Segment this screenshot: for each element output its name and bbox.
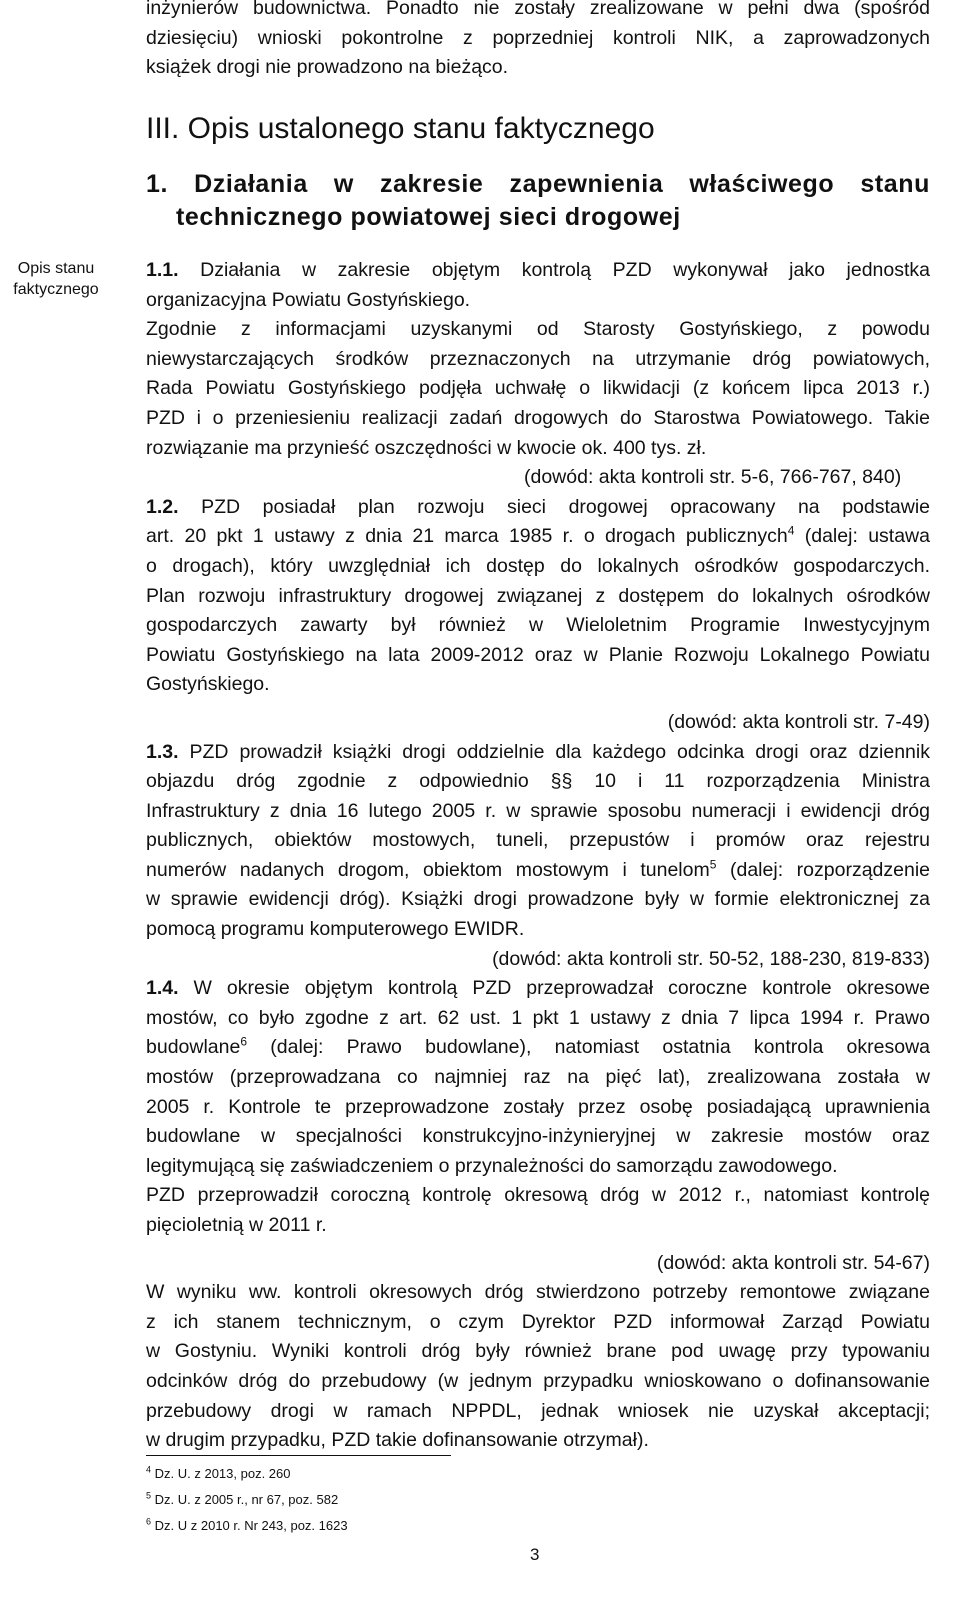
paragraph-1-1-line bbox=[146, 256, 930, 286]
footnote-ref: 5 bbox=[709, 857, 717, 872]
paragraph-number: 1.4. bbox=[146, 977, 179, 1000]
text-line: w sprawie ewidencji dróg). Książki drogi prowadzone były w formie elektronicznej za bbox=[146, 888, 930, 911]
text-line bbox=[146, 522, 930, 552]
text-span: (dalej: rozporządzenie bbox=[730, 858, 931, 881]
margin-label bbox=[0, 258, 112, 300]
text-span: Działania w zakresie objętym kontrolą PZD wykonywał jako jednostka bbox=[200, 259, 930, 281]
text-line: w Gostyniu. Wyniki kontroli dróg były również brane pod uwagę przy typowaniu bbox=[146, 1340, 930, 1363]
text-line: 2005 r. Kontrole te przeprowadzone zostały przez osobę posiadającą uprawnienia bbox=[146, 1095, 930, 1118]
text-line: przebudowy drogi w ramach NPPDL, jednak wniosek nie uzyskał akceptacji; bbox=[146, 1399, 930, 1422]
evidence-note: (dowód: akta kontroli str. 7-49) bbox=[667, 710, 930, 733]
text-line: Powiatu Gostyńskiego na lata 2009-2012 oraz w Planie Rozwoju Lokalnego Powiatu bbox=[146, 643, 930, 666]
footnote-number: 5 bbox=[146, 1490, 152, 1501]
text-line: o drogach), który uwzględniał ich dostęp do lokalnych ośrodków gospodarczych. bbox=[146, 554, 930, 577]
text-line: Zgodnie z informacjami uzyskanymi od Starosty Gostyńskiego, z powodu bbox=[146, 318, 930, 341]
paragraph-number: 1.1. bbox=[146, 259, 179, 281]
paragraph-number: 1.2. bbox=[146, 495, 179, 518]
text-line: PZD przeprowadził coroczną kontrolę okresową dróg w 2012 r., natomiast kontrolę bbox=[146, 1184, 930, 1207]
footnotes bbox=[146, 1465, 348, 1543]
text-span: W okresie objętym kontrolą PZD przeprowadzał coroczne kontrole okresowe bbox=[193, 977, 931, 1000]
text-line: w drugim przypadku, PZD takie dofinansowanie otrzymał). bbox=[146, 1429, 649, 1452]
evidence-note: (dowód: akta kontroli str. 50-52, 188-230, 819-833) bbox=[492, 947, 930, 970]
paragraph-number: 1.3. bbox=[146, 740, 179, 763]
text-span: PZD prowadził książki drogi oddzielnie dla każdego odcinka drogi oraz dziennik bbox=[189, 740, 930, 763]
subsection-title bbox=[146, 170, 930, 232]
text-line: odcinków dróg do przebudowy (w jednym przypadku wnioskowano o dofinansowanie bbox=[146, 1369, 930, 1392]
text-line bbox=[146, 1033, 930, 1063]
text-line: mostów (przeprowadzana co najmniej raz na pięć lat), zrealizowana została w bbox=[146, 1066, 930, 1089]
text-line: pięcioletnią w 2011 r. bbox=[146, 1214, 327, 1236]
footnote bbox=[146, 1517, 348, 1543]
text-line: PZD i o przeniesieniu realizacji zadań drogowych do Starostwa Powiatowego. Takie bbox=[146, 406, 930, 429]
margin-label-line: faktycznego bbox=[13, 281, 99, 298]
text-line bbox=[146, 856, 930, 886]
footnote-separator bbox=[146, 1455, 451, 1456]
footnote-number: 4 bbox=[146, 1464, 152, 1475]
text-line: mostów, co było zgodne z art. 62 ust. 1 pkt 1 ustawy z dnia 7 lipca 1994 r. Prawo bbox=[146, 1006, 930, 1029]
text-line: inżynierów budownictwa. Ponadto nie zostały zrealizowane w pełni dwa (spośród bbox=[146, 0, 930, 19]
subsection-title-line: 1. Działania w zakresie zapewnienia właściwego stanu bbox=[146, 170, 930, 198]
footnote-ref: 6 bbox=[240, 1034, 248, 1049]
text-line: Gostyńskiego. bbox=[146, 673, 270, 696]
evidence-note: (dowód: akta kontroli str. 5-6, 766-767, 840) bbox=[524, 466, 902, 489]
text-line: pomocą programu komputerowego EWIDR. bbox=[146, 918, 525, 941]
paragraph-1-3-line bbox=[146, 738, 930, 768]
text-line: książek drogi nie prowadzono na bieżąco. bbox=[146, 56, 509, 79]
text-line: rozwiązanie ma przynieść oszczędności w kwocie ok. 400 tys. zł. bbox=[146, 436, 707, 459]
text-line: objazdu dróg zgodnie z odpowiednio §§ 10 i 11 rozporządzenia Ministra bbox=[146, 770, 930, 793]
text-line: budowlane w specjalności konstrukcyjno-inżynieryjnej w zakresie mostów oraz bbox=[146, 1125, 930, 1148]
text-line: organizacyjna Powiatu Gostyńskiego. bbox=[146, 288, 471, 311]
footnote-ref: 4 bbox=[787, 523, 795, 538]
footnote-number: 6 bbox=[146, 1516, 152, 1527]
evidence-note: (dowód: akta kontroli str. 54-67) bbox=[656, 1251, 930, 1274]
top-continuation bbox=[146, 0, 930, 83]
footnote bbox=[146, 1465, 348, 1491]
body-text bbox=[146, 256, 930, 1456]
text-span: PZD posiadał plan rozwoju sieci drogowej opracowany na podstawie bbox=[201, 495, 931, 518]
footnote-text: Dz. U. z 2005 r., nr 67, poz. 582 bbox=[154, 1492, 339, 1507]
text-line: Plan rozwoju infrastruktury drogowej związanej z dostępem do lokalnych ośrodków bbox=[146, 584, 930, 607]
paragraph-1-2-line bbox=[146, 493, 930, 523]
text-line: z ich stanem technicznym, o czym Dyrektor PZD informował Zarząd Powiatu bbox=[146, 1310, 930, 1333]
section-title: III. Opis ustalonego stanu faktycznego bbox=[146, 112, 655, 145]
text-line: publicznych, obiektów mostowych, tuneli, przepustów i promów oraz rejestru bbox=[146, 829, 930, 852]
footnote-text: Dz. U. z 2013, poz. 260 bbox=[154, 1466, 291, 1481]
text-span: numerów nadanych drogom, obiektom mostowym i tunelom bbox=[146, 858, 710, 881]
text-line: legitymującą się zaświadczeniem o przynależności do samorządu zawodowego. bbox=[146, 1154, 838, 1177]
text-span: budowlane bbox=[146, 1036, 241, 1059]
text-span: art. 20 pkt 1 ustawy z dnia 21 marca 1985 r. o drogach publicznych bbox=[146, 525, 788, 548]
text-line: dziesięciu) wnioski pokontrolne z poprzedniej kontroli NIK, a zaprowadzonych bbox=[146, 26, 930, 49]
text-line: niewystarczających środków przeznaczonych na utrzymanie dróg powiatowych, bbox=[146, 347, 930, 370]
margin-label-line: Opis stanu bbox=[17, 260, 95, 277]
footnote bbox=[146, 1491, 348, 1517]
text-line: W wyniku ww. kontroli okresowych dróg stwierdzono potrzeby remontowe związane bbox=[146, 1281, 930, 1304]
text-line: Rada Powiatu Gostyńskiego podjęła uchwałę o likwidacji (z końcem lipca 2013 r.) bbox=[146, 377, 930, 400]
text-span: (dalej: Prawo budowlane), natomiast ostatnia kontrola okresowa bbox=[270, 1036, 930, 1059]
subsection-title-line: technicznego powiatowej sieci drogowej bbox=[176, 203, 681, 231]
footnote-text: Dz. U z 2010 r. Nr 243, poz. 1623 bbox=[154, 1518, 348, 1533]
paragraph-1-4-line bbox=[146, 974, 930, 1004]
page-number: 3 bbox=[530, 1545, 540, 1564]
text-line: Infrastruktury z dnia 16 lutego 2005 r. w sprawie sposobu numeracji i ewidencji dróg bbox=[146, 799, 930, 822]
text-line: gospodarczych zawarty był również w Wieloletnim Programie Inwestycyjnym bbox=[146, 614, 930, 637]
text-span: (dalej: ustawa bbox=[804, 525, 930, 548]
